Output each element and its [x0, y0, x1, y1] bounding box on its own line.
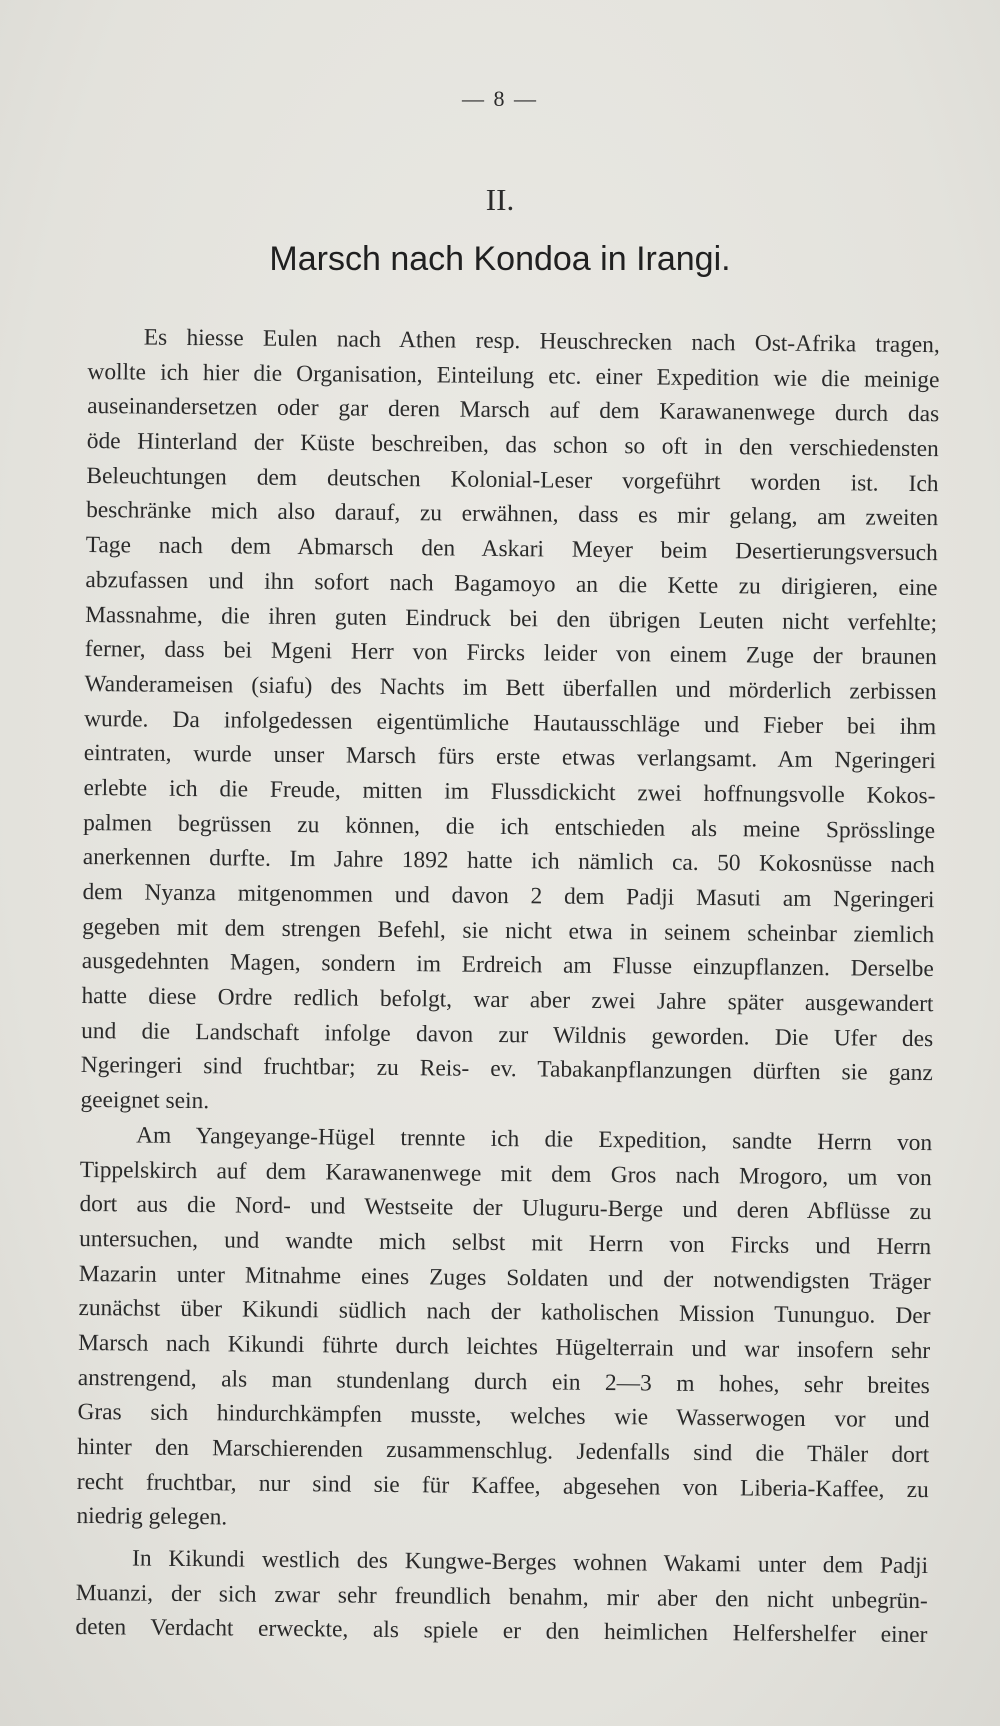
- text-line: Wanderameisen (siafu) des Nachts im Bett überfallen und mörderlich zerbissen: [84, 670, 937, 706]
- text-line: öde Hinterland der Küste beschreiben, das schon so oft in den verschiedensten: [86, 428, 939, 463]
- text-line: niedrig gelegen.: [76, 1503, 228, 1531]
- text-line: abzufassen und ihn sofort nach Bagamoyo an die Kette zu dirigieren, eine: [85, 566, 938, 601]
- text-line: anerkennen durfte. Im Jahre 1892 hatte ich nämlich ca. 50 Kokosnüsse nach: [82, 844, 935, 879]
- paragraph: [75, 1541, 928, 1653]
- text-line: recht fruchtbar, nur sind sie für Kaffee, abgesehen von Liberia-Kaffee, zu: [76, 1468, 929, 1503]
- text-line: anstrengend, als man stundenlang durch ein 2—3 m hohes, sehr breites: [77, 1364, 930, 1399]
- text-line: Marsch nach Kikundi führte durch leichtes Hügelterrain und war insofern sehr: [78, 1329, 931, 1365]
- text-line: untersuchen, und wandte mich selbst mit Herrn von Fircks und Herrn: [79, 1225, 932, 1261]
- chapter-title: Marsch nach Kondoa in Irangi.: [269, 240, 731, 278]
- text-line: erlebte ich die Freude, mitten im Flussdickicht zwei hoffnungsvolle Kokos-: [83, 774, 936, 810]
- text-line: ausgedehnten Magen, sondern im Erdreich am Flusse einzupflanzen. Derselbe: [81, 948, 934, 983]
- text-line: Tage nach dem Abmarsch den Askari Meyer beim Desertierungsversuch: [85, 532, 938, 567]
- text-line: ferner, dass bei Mgeni Herr von Fircks leider von einem Zuge der braunen: [84, 636, 937, 671]
- text-line: wurde. Da infolgedessen eigentümliche Hautausschläge und Fieber bei ihm: [84, 705, 937, 740]
- text-line: Muanzi, der sich zwar sehr freundlich benahm, mir aber den nicht unbegrün-: [75, 1579, 928, 1614]
- paragraph: [76, 1118, 932, 1542]
- text-line: auseinandersetzen oder gar deren Marsch auf dem Karawanenwege durch das: [87, 393, 940, 428]
- text-line: Gras sich hindurchkämpfen musste, welches wie Wasserwogen vor und: [77, 1399, 930, 1434]
- text-line: deten Verdacht erweckte, als spiele er den heimlichen Helfershelfer einer: [75, 1614, 928, 1649]
- text-line: wollte ich hier die Organisation, Einteilung etc. einer Expedition wie die meinige: [87, 358, 940, 393]
- text-line: eintraten, wurde unser Marsch fürs erste etwas verlangsamt. Am Ngeringeri: [83, 740, 936, 775]
- page-number: — 8 —: [462, 86, 538, 111]
- text-line: Am Yangeyange-Hügel trennte ich die Expedition, sandte Herrn von: [136, 1122, 933, 1156]
- text-line: Beleuchtungen dem deutschen Kolonial-Leser vorgeführt worden ist. Ich: [86, 462, 939, 497]
- paragraph: [80, 320, 940, 1126]
- text-line: hinter den Marschierenden zusammenschlug. Jedenfalls sind die Thäler dort: [77, 1433, 930, 1469]
- text-line: In Kikundi westlich des Kungwe-Berges wohnen Wakami unter dem Padji: [131, 1545, 929, 1580]
- chapter-number: II.: [485, 182, 515, 217]
- text-line: Mazarin unter Mitnahme eines Zuges Soldaten und der notwendigsten Träger: [78, 1260, 931, 1295]
- text-line: Ngeringeri sind fruchtbar; zu Reis- ev. Tabakanpflanzungen dürften sie ganz: [80, 1052, 933, 1087]
- text-line: dem Nyanza mitgenommen und davon 2 dem Padji Masuti am Ngeringeri: [82, 878, 935, 914]
- text-line: Massnahme, die ihren guten Eindruck bei den übrigen Leuten nicht verfehlte;: [85, 601, 938, 636]
- text-line: gegeben mit dem strengen Befehl, sie nicht etwa in seinem scheinbar ziemlich: [82, 913, 935, 948]
- text-line: hatte diese Ordre redlich befolgt, war aber zwei Jahre später ausgewandert: [81, 983, 934, 1018]
- text-line: dort aus die Nord- und Westseite der Uluguru-Berge und deren Abflüsse zu: [79, 1191, 932, 1226]
- text-line: beschränke mich also darauf, zu erwähnen, dass es mir gelang, am zweiten: [86, 497, 939, 532]
- text-line: Es hiesse Eulen nach Athen resp. Heuschrecken nach Ost-Afrika tragen,: [143, 324, 940, 359]
- body-text: [75, 320, 940, 1653]
- text-line: Tippelskirch auf dem Karawanenwege mit dem Gros nach Mrogoro, um von: [79, 1156, 932, 1191]
- text-line: geeignet sein.: [80, 1087, 210, 1115]
- text-line: palmen begrüssen zu können, die ich entschieden als meine Sprösslinge: [83, 809, 936, 844]
- text-line: zunächst über Kikundi südlich nach der katholischen Mission Tununguo. Der: [78, 1295, 931, 1330]
- text-line: und die Landschaft infolge davon zur Wildnis geworden. Die Ufer des: [81, 1017, 934, 1052]
